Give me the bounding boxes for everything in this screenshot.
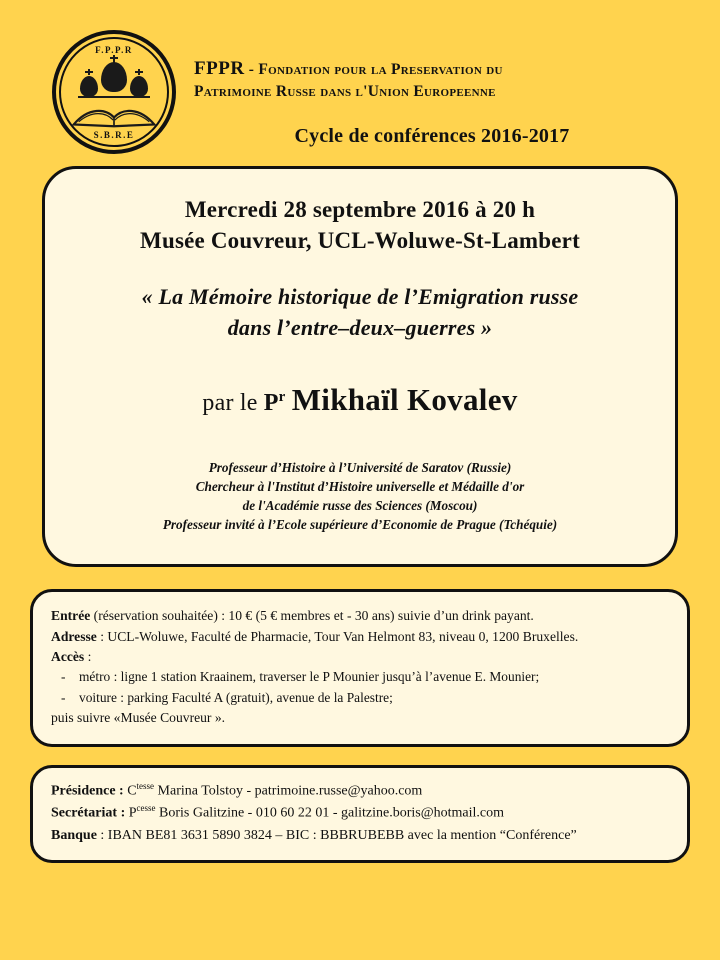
secretariat-text: Boris Galitzine - 010 60 22 01 - galitzine.boris@hotmail.com	[155, 806, 504, 822]
logo-top-text: F.P.P.R	[95, 45, 133, 55]
speaker-honorific-suffix: r	[278, 388, 286, 405]
talk-title-line1: « La Mémoire historique de l’Emigration russe	[141, 284, 579, 310]
entry-info-line	[51, 606, 669, 626]
access-bullet-dash: -	[61, 669, 66, 685]
speaker-by-label: par le	[202, 389, 258, 416]
fppr-logo	[52, 30, 176, 154]
conference-cycle-title: Cycle de conférences 2016-2017	[294, 124, 570, 147]
secretariat-label: Secrétariat :	[51, 806, 126, 822]
presidence-label: Présidence :	[51, 783, 124, 799]
dome-left-icon	[80, 76, 98, 97]
secretariat-title-suffix: cesse	[136, 803, 156, 814]
speaker-bio-line: de l'Académie russe des Sciences (Moscou)	[242, 498, 478, 514]
speaker-bio-line: Professeur d’Histoire à l’Université de Saratov (Russie)	[208, 459, 512, 475]
speaker-honorific	[264, 390, 286, 416]
access-item	[51, 688, 669, 708]
event-date: Mercredi 28 septembre 2016 à 20 h	[184, 197, 536, 222]
presidence-text: Marina Tolstoy - patrimoine.russe@yahoo.com	[154, 783, 423, 799]
banque-label: Banque	[51, 827, 97, 843]
banque-text: : IBAN BE81 3631 5890 3824 – BIC : BBBRUBEBB avec la mention “Conférence”	[96, 827, 577, 843]
secretariat-title-prefix: P	[128, 806, 137, 822]
access-info-line	[51, 647, 669, 667]
address-text: : UCL-Woluwe, Faculté de Pharmacie, Tour Van Helmont 83, niveau 0, 1200 Bruxelles.	[96, 628, 579, 644]
organization-name-line1: - Fondation pour la Preservation du	[248, 61, 503, 78]
talk-title	[69, 282, 651, 344]
address-info-line	[51, 627, 669, 647]
practical-info-panel	[30, 589, 690, 747]
address-label: Adresse	[51, 628, 97, 644]
banque-line	[51, 825, 669, 847]
access-footer: puis suivre «Musée Couvreur ».	[51, 709, 226, 725]
secretariat-line	[51, 802, 669, 824]
church-book-emblem-icon	[70, 58, 158, 128]
speaker-bio	[69, 458, 651, 535]
entry-label: Entrée	[51, 608, 91, 624]
speaker-line	[69, 382, 651, 418]
presidence-title-suffix: tesse	[136, 781, 155, 792]
entry-text: (réservation souhaitée) : 10 € (5 € membres et - 30 ans) suivie d’un drink payant.	[90, 608, 534, 624]
event-venue: Musée Couvreur, UCL-Woluwe-St-Lambert	[140, 227, 580, 253]
organization-name-line2: Patrimoine Russe dans l'Union Europeenne	[194, 82, 496, 100]
poster-header	[0, 0, 720, 150]
access-item-text: voiture : parking Faculté A (gratuit), avenue de la Palestre;	[79, 689, 393, 705]
presidence-title-prefix: C	[127, 783, 137, 799]
organization-acronym: FPPR	[194, 58, 245, 79]
access-item-text: métro : ligne 1 station Kraainem, traverser le P Mounier jusqu’à l’avenue E. Mounier;	[79, 669, 540, 685]
access-bullet-dash: -	[61, 689, 66, 705]
header-text-block	[194, 30, 700, 148]
event-main-panel	[42, 166, 678, 567]
speaker-bio-line: Chercheur à l'Institut d’Histoire universelle et Médaille d'or	[195, 478, 525, 494]
contact-panel	[30, 765, 690, 863]
access-item	[51, 667, 669, 687]
dome-right-icon	[130, 76, 148, 97]
dome-center-icon	[101, 62, 127, 92]
access-label: Accès	[51, 649, 85, 665]
cross-right-icon	[138, 69, 140, 75]
talk-title-line2: dans l’entre–deux–guerres »	[227, 314, 493, 340]
speaker-name: Mikhaïl Kovalev	[291, 381, 518, 417]
speaker-bio-line: Professeur invité à l’Ecole supérieure d’Economie de Prague (Tchéquie)	[162, 517, 558, 533]
speaker-honorific-letter: P	[263, 389, 279, 416]
access-text: :	[84, 649, 92, 665]
presidence-line	[51, 780, 669, 802]
open-book-icon	[72, 98, 156, 128]
logo-bottom-text: S.B.R.E	[93, 130, 135, 140]
cross-left-icon	[88, 69, 90, 75]
organization-name	[194, 56, 700, 103]
